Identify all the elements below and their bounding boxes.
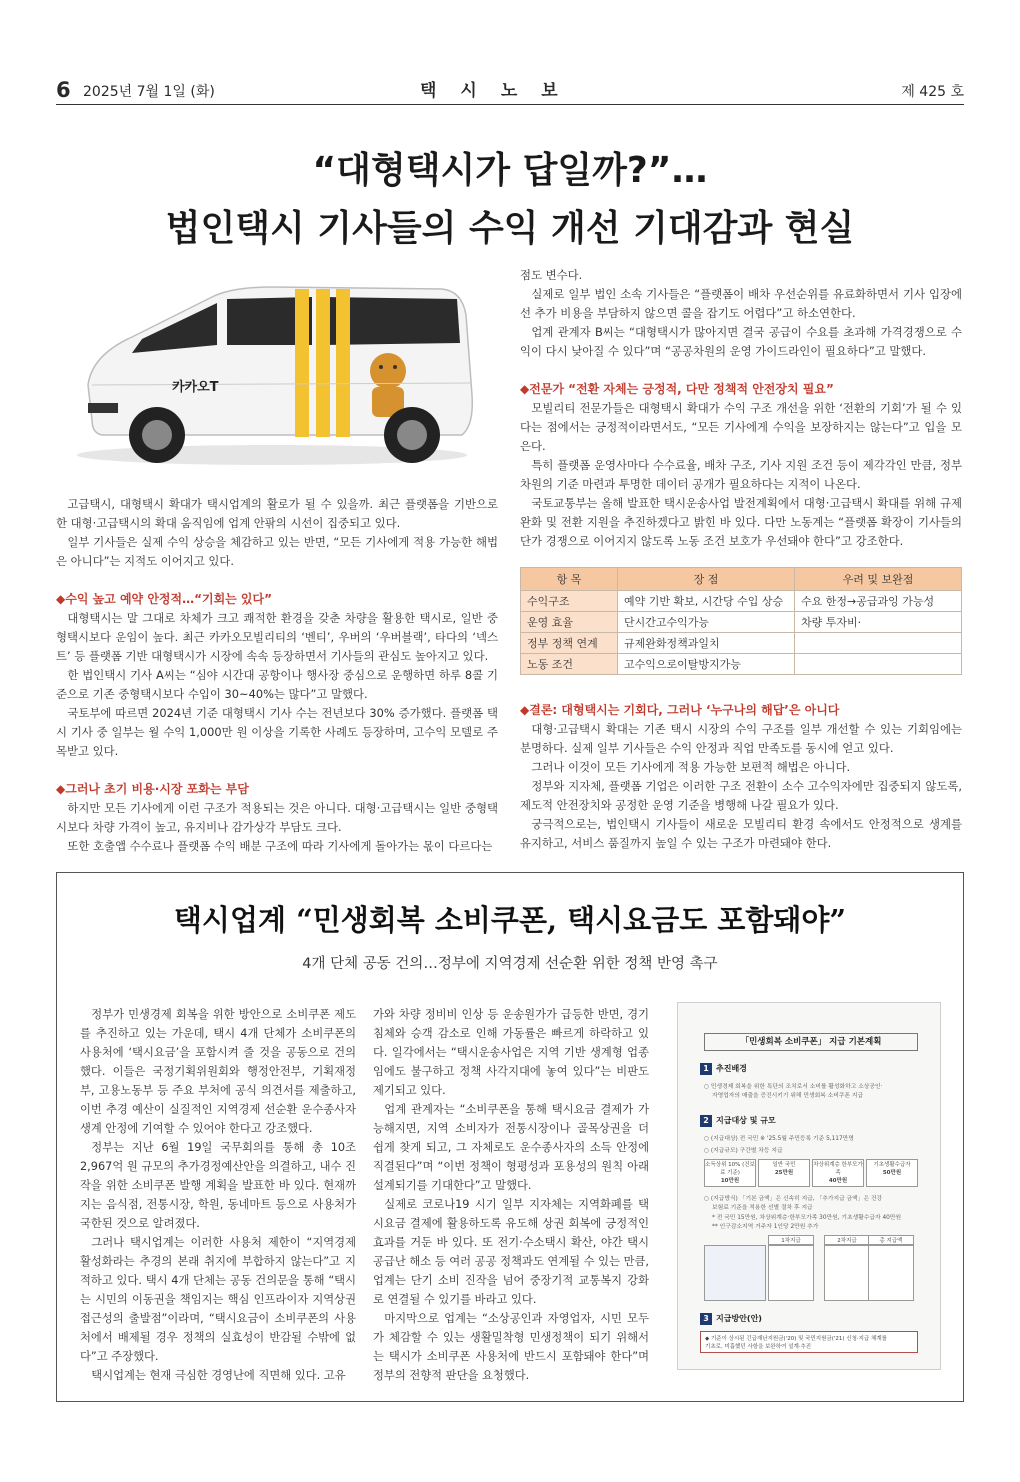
paragraph: 궁극적으로는, 법인택시 기사들이 새로운 모빌리티 환경 속에서도 안정적으로 생계를 유지하고, 서비스 품질까지 높일 수 있는 구조가 마련돼야 한다. bbox=[520, 817, 962, 850]
doc-title: 「민생회복 소비쿠폰」 지급 기본계획 bbox=[704, 1033, 918, 1051]
paragraph: 업계 관계자 B씨는 “대형택시가 많아지면 결국 공급이 수요를 초과해 가격경쟁으로 수익이 다시 낮아질 수 있다”며 “공공차원의 운영 가이드라인이 필요하다”고 말했다. bbox=[520, 325, 962, 358]
doc-line: ◆ 기준이 상시된 긴급재난지원금('20) 및 국민지원금('21) 신청·지급 체계를 bbox=[705, 1336, 887, 1342]
article2-column-2 bbox=[373, 1005, 649, 1385]
table-header: 우려 및 보완점 bbox=[795, 568, 962, 591]
doc-line: ○ 민생경제 회복을 위한 특단의 조치로서 소비를 활성화하고 소상공인· bbox=[704, 1084, 883, 1090]
issue-date: 2025년 7월 1일 (화) bbox=[83, 84, 215, 100]
paragraph: 국토교통부는 올해 발표한 택시운송사업 발전계획에서 대형·고급택시 확대를 위해 규제 완화 및 전환 지원을 추진하겠다고 밝힌 바 있다. 다만 노동계는 “플랫폼 확장이 기사들의 단가 경쟁으로 이어지지 않도록 노동 조건 보호가 우선돼야 한다”고 강조한다. bbox=[520, 496, 962, 548]
doc-line: 기초로, 미흡했던 사항을 보완하여 설계·추진 bbox=[705, 1344, 812, 1350]
paragraph: 택시업계는 현재 극심한 경영난에 직면해 있다. 고유 bbox=[91, 1369, 346, 1382]
doc-grid2-block bbox=[824, 1245, 870, 1301]
doc-section-label: 추진배경 bbox=[716, 1064, 747, 1073]
doc-line: ** 인구감소지역 거주자 1인당 2만원 추가 bbox=[712, 1224, 819, 1230]
paragraph: 한 법인택시 기사 A씨는 “심야 시간대 공항이나 행사장 중심으로 운행하면 하루 8콜 기준으로 기존 중형택시보다 수입이 30~40%는 많다”고 말했다. bbox=[56, 668, 498, 701]
section-subheading: ◆전문가 “전환 자체는 긍정적, 다만 정책적 안전장치 필요” bbox=[520, 382, 834, 396]
paragraph: 또한 호출앱 수수료나 플랫폼 수익 배분 구조에 따라 기사에게 돌아가는 몫이 다르다는 bbox=[67, 839, 493, 853]
doc-grid2-block bbox=[768, 1245, 814, 1301]
table-row bbox=[521, 633, 962, 654]
doc-line: ○ (지급방식) 「기본 금액」은 신속히 지급, 「추가지급 금액」은 건강 bbox=[704, 1196, 883, 1202]
doc-section-label: 지급대상 및 규모 bbox=[716, 1116, 776, 1125]
table-header: 항 목 bbox=[521, 568, 618, 591]
doc-line: 보험료 기준을 적용한 선별 절차 후 지급 bbox=[712, 1205, 813, 1211]
table-row bbox=[521, 654, 962, 675]
doc-grid-value: 50만원 bbox=[882, 1170, 902, 1176]
paragraph: 업계 관계자는 “소비쿠폰을 통해 택시요금 결제가 가능해지면, 지역 소비자가 전통시장이나 골목상권을 더 쉽게 찾게 되고, 그 자체로도 운수종사자의 소득 안정에 직결된다”며 “이번 정책이 형평성과 포용성의 원칙 아래 설계되기를 기대한다”고 말했다. bbox=[373, 1103, 649, 1192]
doc-grid2-header: 총 지급액 bbox=[868, 1235, 914, 1245]
doc-grid2-block bbox=[704, 1245, 766, 1301]
paragraph: 고급택시, 대형택시 확대가 택시업계의 활로가 될 수 있을까. 최근 플랫폼을 기반으로 한 대형·고급택시의 확대 움직임에 업계 안팎의 시선이 집중되고 있다. bbox=[56, 497, 498, 530]
doc-section-number: 2 bbox=[700, 1115, 712, 1127]
coupon-plan-document-image bbox=[677, 1002, 941, 1370]
table-cell: 예약 기반 확보, 시간당 수입 상승 bbox=[618, 591, 795, 612]
doc-section-2 bbox=[700, 1115, 776, 1127]
doc-line: ○ (지급대상) 전 국민 ※ '25.5월 주민등록 기준 5,117만명 bbox=[704, 1136, 854, 1142]
table-cell: 정부 정책 연계 bbox=[521, 633, 618, 654]
table-header: 장 점 bbox=[618, 568, 795, 591]
article1-right-column-bottom bbox=[520, 701, 962, 853]
paragraph: 국토부에 따르면 2024년 기준 대형택시 기사 수는 전년보다 30% 증가했다. 플랫폼 택시 기사 중 일부는 월 수익 1,000만 원 이상을 기록한 사례도 등장하며, 고수익 모델로 주목받고 있다. bbox=[56, 706, 498, 758]
table-cell: 노동 조건 bbox=[521, 654, 618, 675]
paragraph: 그러나 이것이 모든 기사에게 적용 가능한 보편적 해법은 아니다. bbox=[531, 760, 851, 774]
section-subheading: ◆결론: 대형택시는 기회다, 그러나 ‘누구나의 해답’은 아니다 bbox=[520, 703, 840, 717]
paper-name: 택시노보 bbox=[420, 81, 582, 101]
doc-grid2-block bbox=[868, 1245, 914, 1301]
section-subheading: ◆수익 높고 예약 안정적…“기회는 있다” bbox=[56, 592, 273, 606]
taxi-van-photo bbox=[62, 275, 482, 475]
header-rule bbox=[56, 104, 964, 105]
comparison-table bbox=[520, 567, 962, 675]
section-subheading: ◆그러나 초기 비용·시장 포화는 부담 bbox=[56, 782, 249, 796]
doc-grid-cell bbox=[758, 1159, 810, 1187]
doc-grid-value: 25만원 bbox=[774, 1170, 794, 1176]
doc-line: ○ (지급규모) 구간별 차등 지급 bbox=[704, 1148, 783, 1154]
doc-grid-value: 40만원 bbox=[828, 1178, 848, 1184]
table-cell: 단시간고수익가능 bbox=[618, 612, 795, 633]
paragraph: 실제로 코로나19 시기 일부 지자체는 지역화폐를 택시요금 결제에 활용하도록 유도해 상권 회복에 긍정적인 효과를 거둔 바 있다. 또 전기·수소택시 확산, 야간 택시 공급난 해소 등 여러 공공 정책과도 연계될 수 있는 만큼, 업계는 단기 소비 진작을 넘어 중장기적 교통복지 강화로 연결될 수 있기를 바라고 있다. bbox=[373, 1198, 649, 1306]
paragraph: 정부는 지난 6월 19일 국무회의를 통해 총 10조 2,967억 원 규모의 추가경정예산안을 의결하고, 내수 진작을 위한 소비쿠폰 발행 계획을 발표한 바 있다. 현재까지는 음식점, 전통시장, 학원, 동네마트 등으로 사용처가 국한된 것으로 알려졌다. bbox=[80, 1141, 356, 1230]
paragraph: 그러나 택시업계는 이러한 사용처 제한이 “지역경제 활성화라는 추경의 본래 취지에 부합하지 않는다”고 지적하고 있다. 택시 4개 단체는 공동 건의문을 통해 “택시는 시민의 이동권을 책임지는 핵심 인프라이자 지역상권 접근성의 출발점”이라며, “택시요금이 소비쿠폰의 사용처에서 배제될 경우 정책의 실효성이 반감될 수밖에 없다”고 주장했다. bbox=[80, 1236, 356, 1363]
article2-subheadline: 4개 단체 공동 건의…정부에 지역경제 선순환 위한 정책 반영 촉구 bbox=[302, 956, 718, 972]
table-cell: 수요 한정→공급과잉 가능성 bbox=[795, 591, 962, 612]
doc-line: * 전 국민 15만원, 차상위계층·한부모가족 30만원, 기초생활수급자 40만원 bbox=[712, 1215, 902, 1221]
doc-grid-cell bbox=[866, 1159, 918, 1187]
paragraph: 대형·고급택시 확대는 기존 택시 시장의 수익 구조를 일부 개선할 수 있는 기회임에는 분명하다. 실제 일부 기사들은 수익 안정과 직업 만족도를 동시에 얻고 있다. bbox=[520, 722, 962, 755]
paragraph: 정부가 민생경제 회복을 위한 방안으로 소비쿠폰 제도를 추진하고 있는 가운데, 택시 4개 단체가 소비쿠폰의 사용처에 ‘택시요금’을 포함시켜 줄 것을 공동으로 건의했다. 이들은 국정기획위원회와 행정안전부, 기획재정부, 고용노동부 등 주요 부처에 공식 의견서를 제출하고, 이번 추경 예산이 실질적인 지역경제 선순환 운수종사자 생계 안정에 기여할 수 있어야 한다고 강조했다. bbox=[80, 1008, 356, 1135]
table-cell: 고수익으로이탈방지가능 bbox=[618, 654, 795, 675]
doc-grid-value: 10만원 bbox=[720, 1178, 740, 1184]
headline-line-1: “대형택시가 답일까?”… bbox=[312, 150, 708, 191]
table-cell bbox=[795, 654, 962, 675]
table-cell: 운영 효율 bbox=[521, 612, 618, 633]
paragraph: 대형택시는 말 그대로 차체가 크고 쾌적한 환경을 갖춘 차량을 활용한 택시로, 일반 중형택시보다 운임이 높다. 최근 카카오모빌리티의 ‘벤티’, 우버의 ‘우버블랙’, 타다의 ‘넥스트’ 등 플랫폼 기반 대형택시가 시장에 속속 등장하면서 기사들의 관심도 높아지고 있다. bbox=[56, 611, 498, 663]
doc-grid-label: 차상위계층 한부모가족 bbox=[813, 1162, 863, 1176]
paragraph: 하지만 모든 기사에게 이런 구조가 적용되는 것은 아니다. 대형·고급택시는 일반 중형택시보다 차량 가격이 높고, 유지비나 감가상각 부담도 크다. bbox=[56, 801, 498, 834]
doc-section-number: 1 bbox=[700, 1063, 712, 1075]
paragraph: 일부 기사들은 실제 수익 상승을 체감하고 있는 반면, “모든 기사에게 적용 가능한 해법은 아니다”는 지적도 이어지고 있다. bbox=[56, 535, 498, 568]
paragraph: 가와 차량 정비비 인상 등 운송원가가 급등한 반면, 경기 침체와 승객 감소로 인해 가동률은 빠르게 하락하고 있다. 일각에서는 “택시운송사업은 지역 기반 생계형 업종임에도 불구하고 정책 사각지대에 놓여 있다”는 비판도 제기되고 있다. bbox=[373, 1008, 649, 1097]
paragraph: 마지막으로 업계는 “소상공인과 자영업자, 시민 모두가 체감할 수 있는 생활밀착형 민생정책이 되기 위해서는 택시가 소비쿠폰 사용처에 반드시 포함돼야 한다”며 정부의 전향적 판단을 요청했다. bbox=[373, 1312, 649, 1382]
doc-note-box bbox=[700, 1331, 918, 1353]
paragraph: 정부와 지자체, 플랫폼 기업은 이러한 구조 전환이 소수 고수익자에만 집중되지 않도록, 제도적 안전장치와 공정한 운영 기준을 병행해 나갈 필요가 있다. bbox=[520, 779, 962, 812]
table-cell bbox=[795, 633, 962, 654]
doc-grid-cell bbox=[812, 1159, 864, 1187]
article1-left-column bbox=[56, 495, 498, 856]
doc-section-label: 지급방안(안) bbox=[716, 1314, 762, 1323]
doc-line: 자영업자의 매출을 증진시키기 위해 민생회복 소비쿠폰 지급 bbox=[712, 1093, 864, 1099]
doc-grid-cell bbox=[704, 1159, 756, 1187]
doc-grid-label: 소득상위 10% (건보료 기준) bbox=[705, 1162, 755, 1176]
article2-headline: 택시업계 “민생회복 소비쿠폰, 택시요금도 포함돼야” bbox=[173, 903, 847, 937]
table-row bbox=[521, 591, 962, 612]
paragraph: 모빌리티 전문가들은 대형택시 확대가 수익 구조 개선을 위한 ‘전환의 기회’가 될 수 있다는 점에서는 긍정적이라면서도, “모든 기사에게 수익을 보장하지는 않는다”고 입을 모은다. bbox=[520, 401, 962, 453]
headline-line-2: 법인택시 기사들의 수익 개선 기대감과 현실 bbox=[165, 208, 855, 249]
van-brand-logo: 카카오T bbox=[172, 380, 219, 395]
doc-grid2-header: 2차지급 bbox=[824, 1235, 870, 1245]
table-cell: 차량 투자비· bbox=[795, 612, 962, 633]
doc-section-3 bbox=[700, 1313, 762, 1325]
article2-column-1 bbox=[80, 1005, 356, 1385]
paragraph: 특히 플랫폼 운영사마다 수수료율, 배차 구조, 기사 지원 조건 등이 제각각인 만큼, 정부 차원의 기준 마련과 투명한 데이터 공개가 필요하다는 지적이 나온다. bbox=[520, 458, 962, 491]
doc-section-1 bbox=[700, 1063, 747, 1075]
paragraph: 실제로 일부 법인 소속 기사들은 “플랫폼이 배차 우선순위를 유료화하면서 기사 입장에선 추가 비용을 부담하지 않으면 콜을 잡기도 어렵다”고 하소연한다. bbox=[520, 287, 962, 320]
table-row bbox=[521, 612, 962, 633]
page-number: 6 bbox=[56, 78, 71, 102]
issue-number: 제 425 호 bbox=[901, 84, 964, 100]
doc-section-number: 3 bbox=[700, 1313, 712, 1325]
article1-right-column-top bbox=[520, 266, 962, 551]
doc-grid-label: 기초생활수급자 bbox=[873, 1162, 911, 1168]
doc-grid-label: 일반 국민 bbox=[772, 1162, 796, 1168]
paragraph: 점도 변수다. bbox=[520, 268, 583, 282]
table-cell: 수익구조 bbox=[521, 591, 618, 612]
table-cell: 규제완화정책과일치 bbox=[618, 633, 795, 654]
doc-grid2-header: 1차지급 bbox=[768, 1235, 814, 1245]
